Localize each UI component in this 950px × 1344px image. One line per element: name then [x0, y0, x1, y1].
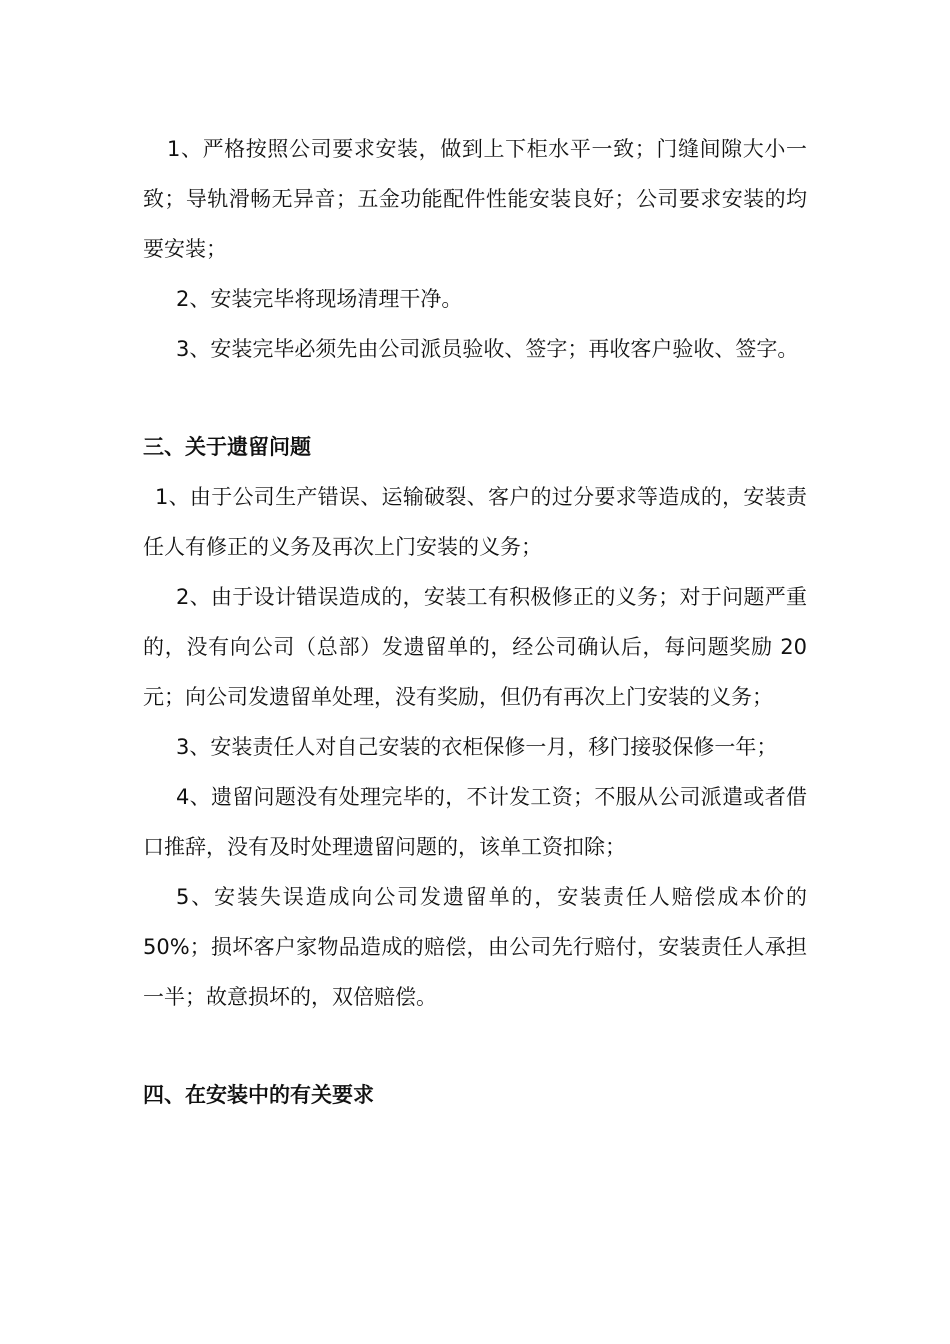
section2-item-2: 2、安装完毕将现场清理干净。	[176, 287, 463, 311]
section3-item-5: 5、安装失误造成向公司发遗留单的，安装责任人赔偿成本价的 50%；损坏客户家物品造成的赔偿，由公司先行赔付，安装责任人承担一半；故意损坏的，双倍赔偿。	[143, 885, 807, 1009]
section2-item-3: 3、安装完毕必须先由公司派员验收、签字；再收客户验收、签字。	[176, 337, 799, 361]
section3-item-1: 1、由于公司生产错误、运输破裂、客户的过分要求等造成的，安装责任人有修正的义务及再次上门安装的义务；	[143, 485, 807, 559]
document-body	[143, 124, 807, 1120]
section3-item-2: 2、由于设计错误造成的，安装工有积极修正的义务；对于问题严重的，没有向公司（总部）发遗留单的，经公司确认后，每问题奖励 20 元；向公司发遗留单处理，没有奖励，但仍有再次上门安装的义务；	[143, 585, 807, 709]
section3-item-3: 3、安装责任人对自己安装的衣柜保修一月，移门接驳保修一年；	[176, 735, 778, 759]
section2-item-1: 1、严格按照公司要求安装，做到上下柜水平一致；门缝间隙大小一致；导轨滑畅无异音；五金功能配件性能安装良好；公司要求安装的均要安装；	[143, 137, 807, 261]
section3-heading: 三、关于遗留问题	[143, 435, 311, 459]
section3-item-4: 4、遗留问题没有处理完毕的，不计发工资；不服从公司派遣或者借口推辞，没有及时处理遗留问题的，该单工资扣除；	[143, 785, 807, 859]
section-spacer	[143, 374, 807, 422]
section4-heading: 四、在安装中的有关要求	[143, 1083, 374, 1107]
section-spacer	[143, 1022, 807, 1070]
